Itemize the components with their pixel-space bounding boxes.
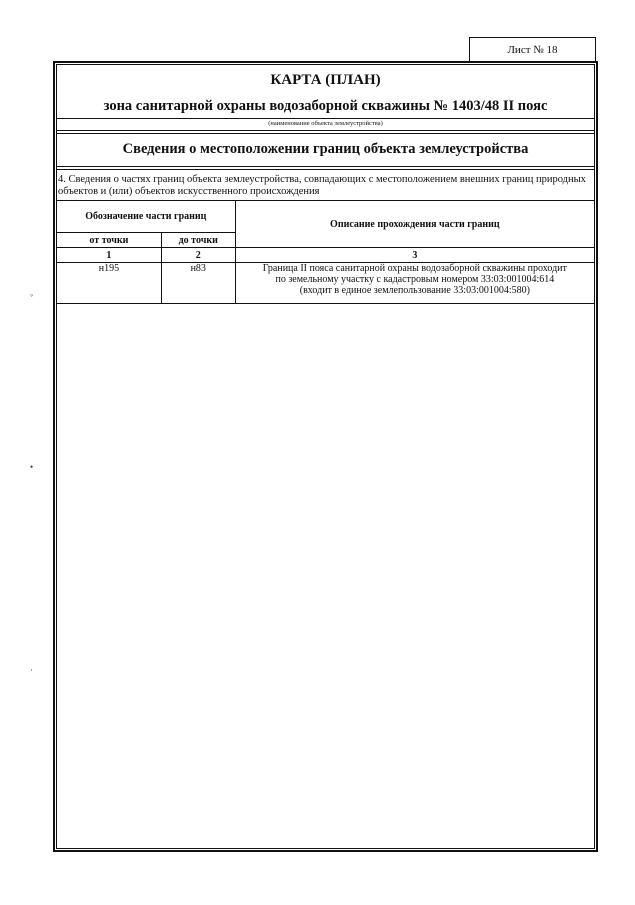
- section-note: 4. Сведения о частях границ объекта землеустройства, совпадающих с местоположением внешних границ природных объектов и (или) объектов искусственного происхождения: [58, 174, 586, 197]
- description-line: Граница II пояса санитарной охраны водозаборной скважины проходит: [262, 263, 567, 274]
- scan-mark: ·: [30, 665, 33, 675]
- column-group-header: Обозначение части границ: [57, 201, 236, 233]
- scan-mark: ◦: [30, 290, 34, 300]
- column-number: 3: [235, 248, 594, 263]
- cell-to: н83: [161, 263, 235, 304]
- column-header-to: до точки: [161, 233, 235, 248]
- divider: [56, 130, 595, 131]
- object-name: зона санитарной охраны водозаборной скважины № 1403/48 II пояс: [103, 98, 548, 114]
- divider: [56, 169, 595, 170]
- table-row: [57, 263, 595, 304]
- divider: [56, 133, 595, 134]
- column-number: 2: [161, 248, 235, 263]
- description-line: (входит в единое землепользование 33:03:001004:580): [299, 285, 530, 296]
- section-title: Сведения о местоположении границ объекта землеустройства: [122, 141, 529, 157]
- description-line: по земельному участку с кадастровым номером 33:03:001004:614: [275, 274, 555, 285]
- sheet-number: Лист № 18: [469, 37, 596, 61]
- boundary-table: [56, 200, 595, 304]
- divider: [56, 166, 595, 167]
- subtitle-underline: [56, 118, 595, 119]
- cell-description: [235, 263, 594, 304]
- column-header-from: от точки: [57, 233, 162, 248]
- column-number: 1: [57, 248, 162, 263]
- page-title: КАРТА (ПЛАН): [270, 72, 381, 88]
- cell-from: н195: [57, 263, 162, 304]
- column-header-description: Описание прохождения части границ: [235, 201, 594, 248]
- scan-mark: •: [30, 462, 34, 472]
- object-name-caption: (наименование объекта землеустройства): [268, 120, 383, 127]
